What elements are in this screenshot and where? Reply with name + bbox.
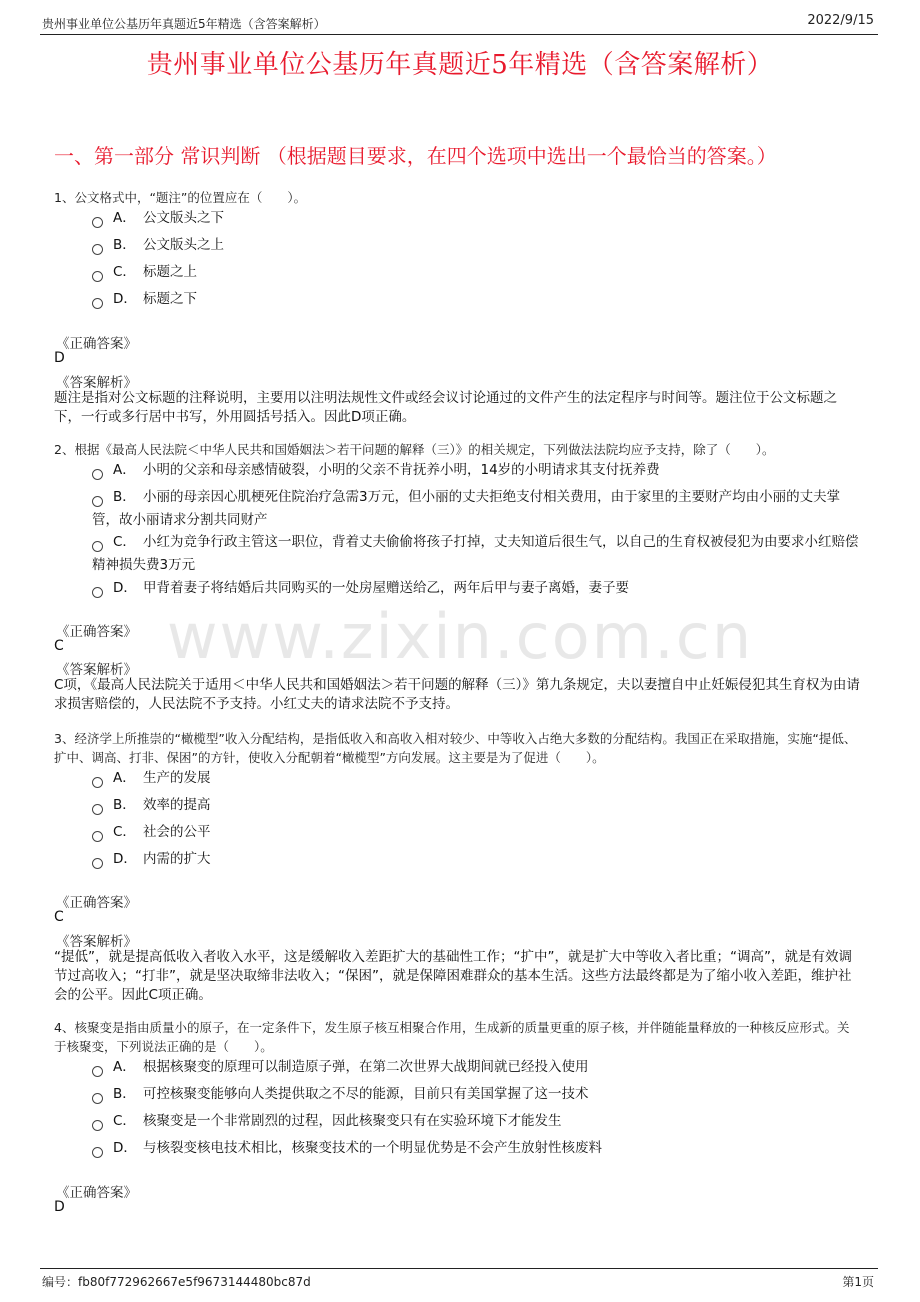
question-3-answer: C [54, 909, 64, 925]
question-1-option-b[interactable]: B． 公文版头之上 [92, 233, 864, 257]
radio-icon[interactable] [92, 858, 103, 869]
question-3-text: 3、经济学上所推崇的“橄榄型”收入分配结构，是指低收入和高收入相对较少、中等收入占绝大多数的分配结构。我国正在采取措施，实施“提低、扩中、调高、打非、保困”的方针，使收入分配朝着“橄榄型”方向发展。这主要是为了促进（ ）。 [54, 731, 857, 765]
question-4-option-d[interactable]: D． 与核裂变核电技术相比，核聚变技术的一个明显优势是不会产生放射性核废料 [92, 1136, 864, 1160]
question-3-analysis: “提低”，就是提高低收入者收入水平，这是缓解收入差距扩大的基础性工作；“扩中”，就是扩大中等收入者比重；“调高”，就是有效调节过高收入；“打非”，就是坚决取缔非法收入；“保困”，就是保障困难群众的基本生活。这些方法最终都是为了缩小收入差距，维护社会的公平。因此C项正确。 [54, 949, 852, 1003]
question-4-answer-label: 《正确答案》 [56, 1185, 137, 1201]
page-footer [40, 1268, 878, 1289]
question-3-option-a[interactable]: A． 生产的发展 [92, 766, 864, 790]
page-title: 贵州事业单位公基历年真题近5年精选（含答案解析） [146, 50, 774, 80]
question-3-option-c[interactable]: C． 社会的公平 [92, 820, 864, 844]
question-1-text: 1、公文格式中，“题注”的位置应在（ ）。 [54, 190, 307, 205]
question-2-option-a[interactable]: A． 小明的父亲和母亲感情破裂，小明的父亲不肯抚养小明，14岁的小明请求其支付抚养费 [92, 458, 864, 482]
radio-icon[interactable] [92, 217, 103, 228]
radio-icon[interactable] [92, 1147, 103, 1158]
radio-icon[interactable] [92, 244, 103, 255]
radio-icon[interactable] [92, 804, 103, 815]
question-2-analysis: C项，《最高人民法院关于适用＜中华人民共和国婚姻法＞若干问题的解释（三）》第九条规定，夫以妻擅自中止妊娠侵犯其生育权为由请求损害赔偿的，人民法院不予支持。小红丈夫的请求法院不予支持。 [54, 677, 860, 712]
question-3-option-b[interactable]: B． 效率的提高 [92, 793, 864, 817]
question-2-option-c[interactable]: C． 小红为竞争行政主管这一职位，背着丈夫偷偷将孩子打掉，丈夫知道后很生气，以自己的生育权被侵犯为由要求小红赔偿精神损失费3万元 [92, 534, 859, 573]
question-1-option-c[interactable]: C． 标题之上 [92, 260, 864, 284]
question-2-option-b[interactable]: B． 小丽的母亲因心肌梗死住院治疗急需3万元，但小丽的丈夫拒绝支付相关费用，由于家里的主要财产均由小丽的丈夫掌管，故小丽请求分割共同财产 [92, 489, 841, 528]
radio-icon[interactable] [92, 469, 103, 480]
question-1-analysis: 题注是指对公文标题的注释说明，主要用以注明法规性文件或经会议讨论通过的文件产生的法定程序与时间等。题注位于公文标题之下，一行或多行居中书写，外用圆括号括入。因此D项正确。 [54, 390, 837, 425]
watermark: www.zixin.com.cn [166, 600, 754, 673]
radio-icon[interactable] [92, 298, 103, 309]
question-2-answer: C [54, 638, 64, 654]
header-date: 2022/9/15 [807, 13, 874, 28]
question-3-option-d[interactable]: D． 内需的扩大 [92, 847, 864, 871]
question-2-text: 2、根据《最高人民法院＜中华人民共和国婚姻法＞若干问题的解释（三）》的相关规定，下列做法法院均应予支持，除了（ ）。 [54, 442, 775, 457]
header-doc-title: 贵州事业单位公基历年真题近5年精选（含答案解析） [42, 17, 326, 31]
radio-icon[interactable] [92, 1066, 103, 1077]
radio-icon[interactable] [92, 777, 103, 788]
question-1-answer-label: 《正确答案》 [56, 336, 137, 352]
question-1-answer: D [54, 350, 65, 366]
question-4-option-c[interactable]: C． 核聚变是一个非常剧烈的过程，因此核聚变只有在实验环境下才能发生 [92, 1109, 864, 1133]
question-4-answer: D [54, 1199, 65, 1215]
radio-icon[interactable] [92, 541, 103, 552]
radio-icon[interactable] [92, 831, 103, 842]
question-2-analysis-label: 《答案解析》 [56, 662, 137, 678]
footer-page-number: 第1页 [842, 1275, 874, 1289]
question-4-text: 4、核聚变是指由质量小的原子，在一定条件下，发生原子核互相聚合作用，生成新的质量更重的原子核，并伴随能量释放的一种核反应形式。关于核聚变，下列说法正确的是（ ）。 [54, 1020, 850, 1054]
radio-icon[interactable] [92, 496, 103, 507]
question-4-option-a[interactable]: A． 根据核聚变的原理可以制造原子弹，在第二次世界大战期间就已经投入使用 [92, 1055, 864, 1079]
question-1-option-d[interactable]: D． 标题之下 [92, 287, 864, 311]
question-2-option-d[interactable]: D． 甲背着妻子将结婚后共同购买的一处房屋赠送给乙，两年后甲与妻子离婚，妻子要 [92, 576, 864, 600]
radio-icon[interactable] [92, 1120, 103, 1131]
radio-icon[interactable] [92, 271, 103, 282]
question-1-analysis-label: 《答案解析》 [56, 375, 137, 391]
question-4-option-b[interactable]: B． 可控核聚变能够向人类提供取之不尽的能源，目前只有美国掌握了这一技术 [92, 1082, 864, 1106]
footer-doc-id: 编号：fb80f772962667e5f9673144480bc87d [42, 1275, 311, 1289]
radio-icon[interactable] [92, 1093, 103, 1104]
page-header [40, 12, 878, 35]
radio-icon[interactable] [92, 587, 103, 598]
question-1-option-a[interactable]: A． 公文版头之下 [92, 206, 864, 230]
question-2-answer-label: 《正确答案》 [56, 624, 137, 640]
section-heading: 一、第一部分 常识判断 （根据题目要求，在四个选项中选出一个最恰当的答案。） [54, 144, 777, 168]
question-3-answer-label: 《正确答案》 [56, 895, 137, 911]
question-3-analysis-label: 《答案解析》 [56, 934, 137, 950]
